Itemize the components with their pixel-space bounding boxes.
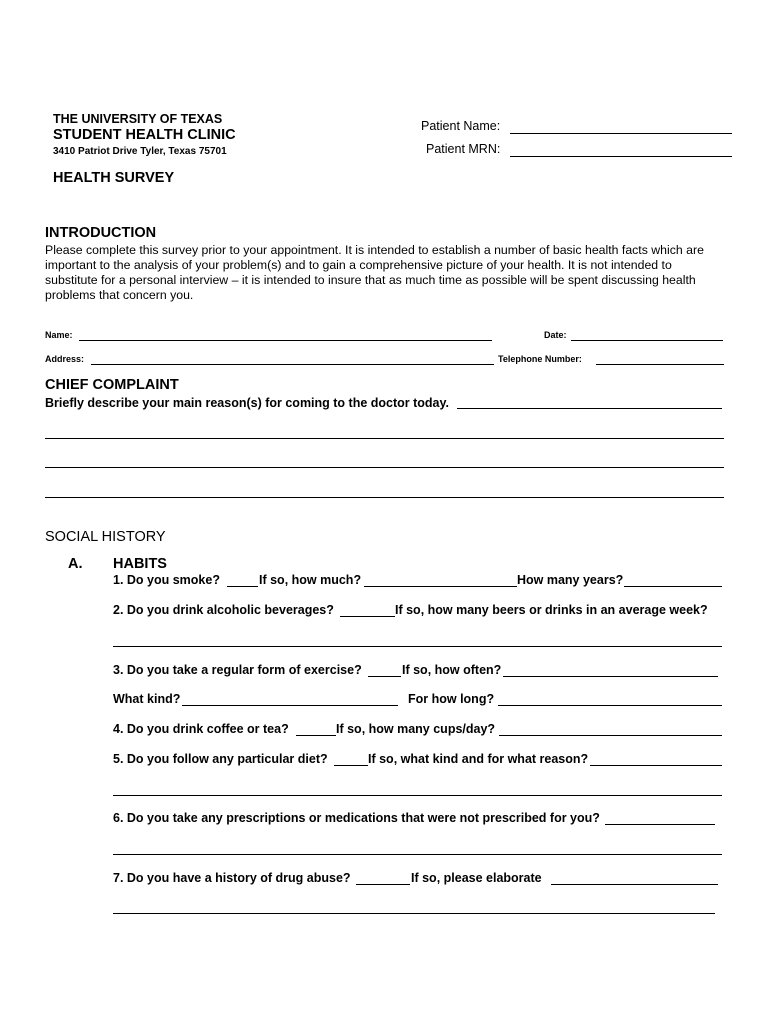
address-label: Address:: [45, 354, 85, 364]
q1-smoke-label: 1. Do you smoke?: [113, 573, 220, 587]
q1-years-label: How many years?: [517, 573, 624, 587]
q3-how-often-field[interactable]: [503, 676, 718, 677]
patient-name-label: Patient Name:: [421, 119, 501, 133]
clinic-address: 3410 Patriot Drive Tyler, Texas 75701: [53, 146, 227, 157]
q6-medications-label: 6. Do you take any prescriptions or medications that were not prescribed for you?: [113, 811, 600, 825]
chief-complaint-line-4[interactable]: [45, 497, 724, 498]
q1-years-field[interactable]: [624, 586, 722, 587]
chief-complaint-line-3[interactable]: [45, 467, 724, 468]
q2-how-many-label: If so, how many beers or drinks in an average week?: [395, 603, 708, 617]
q4-coffee-label: 4. Do you drink coffee or tea?: [113, 722, 289, 736]
patient-mrn-label: Patient MRN:: [426, 142, 501, 156]
q5-diet-label: 5. Do you follow any particular diet?: [113, 752, 328, 766]
telephone-field[interactable]: [596, 364, 724, 365]
q7-elaborate-field[interactable]: [551, 884, 718, 885]
date-field[interactable]: [571, 340, 723, 341]
name-label: Name:: [45, 330, 73, 340]
chief-complaint-field[interactable]: [457, 408, 722, 409]
q3-how-often-label: If so, how often?: [402, 663, 502, 677]
q6-answer-line[interactable]: [113, 854, 722, 855]
q1-how-much-label: If so, how much?: [259, 573, 362, 587]
section-letter: A.: [68, 556, 83, 572]
date-label: Date:: [544, 330, 567, 340]
q4-cups-label: If so, how many cups/day?: [336, 722, 496, 736]
clinic-name: STUDENT HEALTH CLINIC: [53, 127, 236, 143]
q3-what-kind-field[interactable]: [182, 705, 398, 706]
introduction-heading: INTRODUCTION: [45, 225, 157, 241]
name-field[interactable]: [79, 340, 492, 341]
q5-what-kind-label: If so, what kind and for what reason?: [368, 752, 589, 766]
q4-coffee-field[interactable]: [296, 735, 336, 736]
q5-what-kind-field[interactable]: [590, 765, 722, 766]
q5-diet-field[interactable]: [334, 765, 368, 766]
social-history-heading: SOCIAL HISTORY: [45, 529, 166, 545]
q1-how-much-field[interactable]: [364, 586, 517, 587]
chief-complaint-prompt: Briefly describe your main reason(s) for coming to the doctor today.: [45, 396, 450, 410]
q4-cups-field[interactable]: [499, 735, 722, 736]
q3-how-long-label: For how long?: [408, 692, 495, 706]
q3-what-kind-label: What kind?: [113, 692, 181, 706]
q3-exercise-field[interactable]: [368, 676, 401, 677]
q7-answer-line[interactable]: [113, 913, 715, 914]
habits-heading: HABITS: [113, 556, 167, 572]
university-name: THE UNIVERSITY OF TEXAS: [53, 112, 223, 126]
q7-elaborate-label: If so, please elaborate: [411, 871, 542, 885]
chief-complaint-line-2[interactable]: [45, 438, 724, 439]
q2-answer-line[interactable]: [113, 646, 722, 647]
survey-title: HEALTH SURVEY: [53, 170, 175, 186]
q3-exercise-label: 3. Do you take a regular form of exercise?: [113, 663, 362, 677]
q7-drug-abuse-field[interactable]: [356, 884, 410, 885]
telephone-label: Telephone Number:: [498, 354, 582, 364]
patient-name-field[interactable]: [510, 133, 732, 134]
address-field[interactable]: [91, 364, 494, 365]
q2-alcohol-label: 2. Do you drink alcoholic beverages?: [113, 603, 334, 617]
introduction-text: Please complete this survey prior to your appointment. It is intended to establish a number of basic health facts which are important to the analysis of your problem(s) and to gain a comprehensive picture of your health. It is not intended to substitute for a personal interview – it is intended to insure that as much time as possible will be spent discussing health problems that concern you.: [45, 243, 704, 302]
q5-answer-line[interactable]: [113, 795, 722, 796]
q1-smoke-field[interactable]: [227, 586, 258, 587]
chief-complaint-heading: CHIEF COMPLAINT: [45, 377, 179, 393]
q3-how-long-field[interactable]: [498, 705, 722, 706]
q7-drug-abuse-label: 7. Do you have a history of drug abuse?: [113, 871, 351, 885]
q6-medications-field[interactable]: [605, 824, 715, 825]
q2-alcohol-field[interactable]: [340, 616, 395, 617]
patient-mrn-field[interactable]: [510, 156, 732, 157]
